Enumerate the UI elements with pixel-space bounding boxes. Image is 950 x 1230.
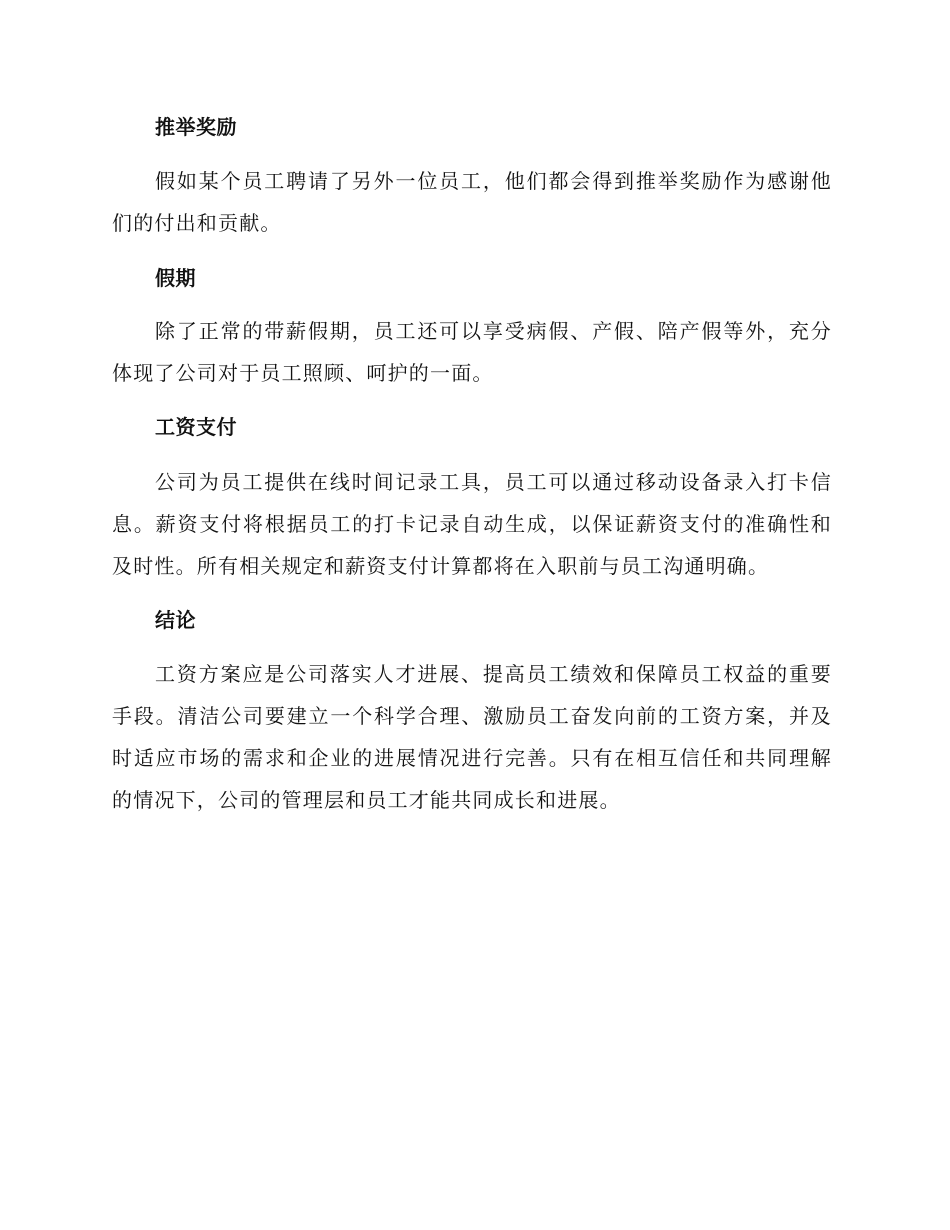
section-paragraph: 工资方案应是公司落实人才进展、提高员工绩效和保障员工权益的重要手段。清洁公司要建立一个科学合理、激励员工奋发向前的工资方案，并及时适应市场的需求和企业的进展情况进行完善。只有在相互信任和共同理解的情况下，公司的管理层和员工才能共同成长和进展。 — [112, 662, 832, 812]
section-conclusion — [112, 605, 832, 821]
section-heading: 假期 — [155, 266, 196, 290]
section-heading: 工资支付 — [155, 415, 237, 439]
section-paragraph: 公司为员工提供在线时间记录工具，员工可以通过移动设备录入打卡信息。薪资支付将根据员工的打卡记录自动生成，以保证薪资支付的准确性和及时性。所有相关规定和薪资支付计算都将在入职前与员工沟通明确。 — [112, 470, 832, 578]
section-paragraph: 假如某个员工聘请了另外一位员工，他们都会得到推举奖励作为感谢他们的付出和贡献。 — [112, 169, 832, 235]
document-page — [112, 0, 832, 821]
section-heading: 结论 — [155, 608, 196, 632]
section-salary-payment — [112, 412, 832, 587]
section-heading: 推举奖励 — [155, 115, 237, 139]
section-paragraph: 除了正常的带薪假期，员工还可以享受病假、产假、陪产假等外，充分体现了公司对于员工照顾、呵护的一面。 — [112, 319, 832, 385]
section-vacation — [112, 263, 832, 394]
section-referral-bonus — [112, 112, 832, 244]
